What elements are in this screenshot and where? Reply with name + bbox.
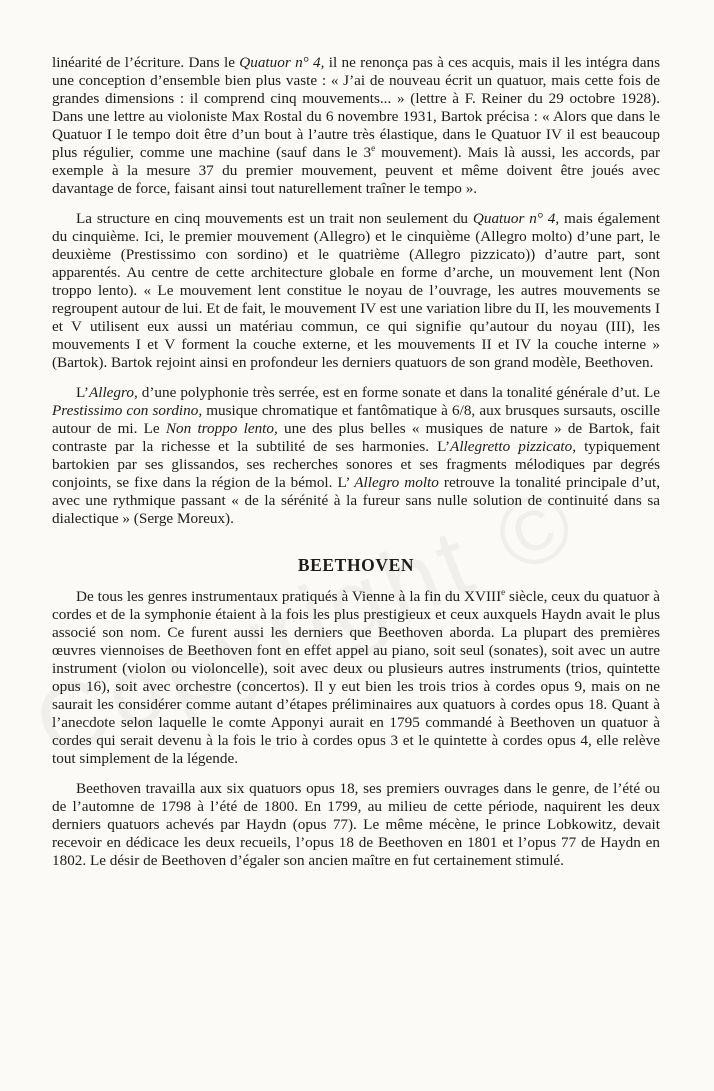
document-page <box>52 54 660 882</box>
paragraph-structure-cinq-mouvements: La structure en cinq mouvements est un trait non seulement du Quatuor n° 4, mais également du cinquième. Ici, le premier mouvement (Allegro) et le cinquième (Allegro molto) d’une part, le deuxième (Prestissimo con sordino) et le quatrième (Allegro pizzicato)) d’autre part, sont apparentés. Au centre de cette architecture globale en forme d’arche, un mouvement lent (Non troppo lento). « Le mouvement lent constitue le noyau de l’ouvrage, les autres mouvements se regroupent autour de lui. Et de fait, le mouvement IV est une variation libre du II, les mouvements I et V utilisent eux aussi un matériau commun, ce qui signifie qu’autour du noyau (III), les mouvements I et V forment la couche externe, et les mouvements II et IV la couche interne » (Bartok). Bartok rejoint ainsi en profondeur les derniers quatuors de son grand modèle, Beethoven. <box>52 210 661 371</box>
paragraph-quatuors-opus-18: Beethoven travailla aux six quatuors opus 18, ses premiers ouvrages dans le genre, de l’été ou de l’automne de 1798 à l’été de 1800. En 1799, au milieu de cette période, naquirent les deux derniers quatuors achevés par Haydn (opus 77). Le même mécène, le prince Lobkowitz, devait recevoir en dédicace les deux recueils, l’opus 18 de Beethoven en 1801 et l’opus 77 de Haydn en 1802. Le désir de Beethoven d’égaler son ancien maître en fut certainement stimulé. <box>52 780 660 869</box>
paragraph-genres-instrumentaux: De tous les genres instrumentaux pratiqués à Vienne à la fin du XVIIIe siècle, ceux du quatuor à cordes et de la symphonie étaient à la fois les plus prestigieux et ceux auxquels Haydn avait le plus associé son nom. Ce furent aussi les derniers que Beethoven aborda. La plupart des premières œuvres viennoises de Beethoven font en effet appel au piano, soit seul (sonates), soit avec un autre instrument (violon ou violoncelle), soit avec deux ou plusieurs autres instruments (trios, quintette opus 16), soit avec orchestre (concertos). Il y eut bien les trois trios à cordes opus 9, mais on ne saurait les considérer comme autant d’étapes préliminaires aux quatuors à cordes opus 18. Quant à l’anecdote selon laquelle le comte Apponyi aurait en 1795 commandé à Beethoven un quatuor à cordes qui serait devenu à la fois le trio à cordes opus 3 et le quintette à cordes opus 4, elle relève tout simplement de la légende. <box>52 586 660 767</box>
section-heading-beethoven: BEETHOVEN <box>297 555 415 575</box>
paragraph-quatuor-4-tempo: linéarité de l’écriture. Dans le Quatuor n° 4, il ne renonça pas à ces acquis, mais il les intégra dans une conception d’ensemble bien plus vaste : « J’ai de nouveau écrit un quatuor, mais cette fois de grandes dimensions : il comprend cinq mouvements... » (lettre à F. Reiner du 29 octobre 1928). Dans une lettre au violoniste Max Rostal du 6 novembre 1931, Bartok précisa : « Alors que dans le Quatuor I le tempo doit être d’un bout à l’autre très élastique, dans le Quatuor IV il est beaucoup plus régulier, comme une machine (sauf dans le 3e mouvement). Mais là aussi, les accords, par exemple à la mesure 37 du premier mouvement, peuvent et même doivent être joués avec davantage de force, faisant ainsi tout naturellement traîner le tempo ». <box>52 54 660 197</box>
paragraph-allegro-description: L’Allegro, d’une polyphonie très serrée, est en forme sonate et dans la tonalité générale d’ut. Le Prestissimo con sordino, musique chromatique et fantômatique à 6/8, aux brusques sursauts, oscille autour de mi. Le Non troppo lento, une des plus belles « musiques de nature » de Bartok, fait contraste par la richesse et la subtilité de ses harmonies. L’Allegretto pizzicato, typiquement bartokien par ses glissandos, ses recherches sonores et ses fragments mélodiques par degrés conjoints, se fixe dans la région de la bémol. L’ Allegro molto retrouve la tonalité principale d’ut, avec une rythmique passant « de la sérénité à la fureur sans nulle solution de continuité dans sa dialectique » (Serge Moreux). <box>52 384 661 527</box>
